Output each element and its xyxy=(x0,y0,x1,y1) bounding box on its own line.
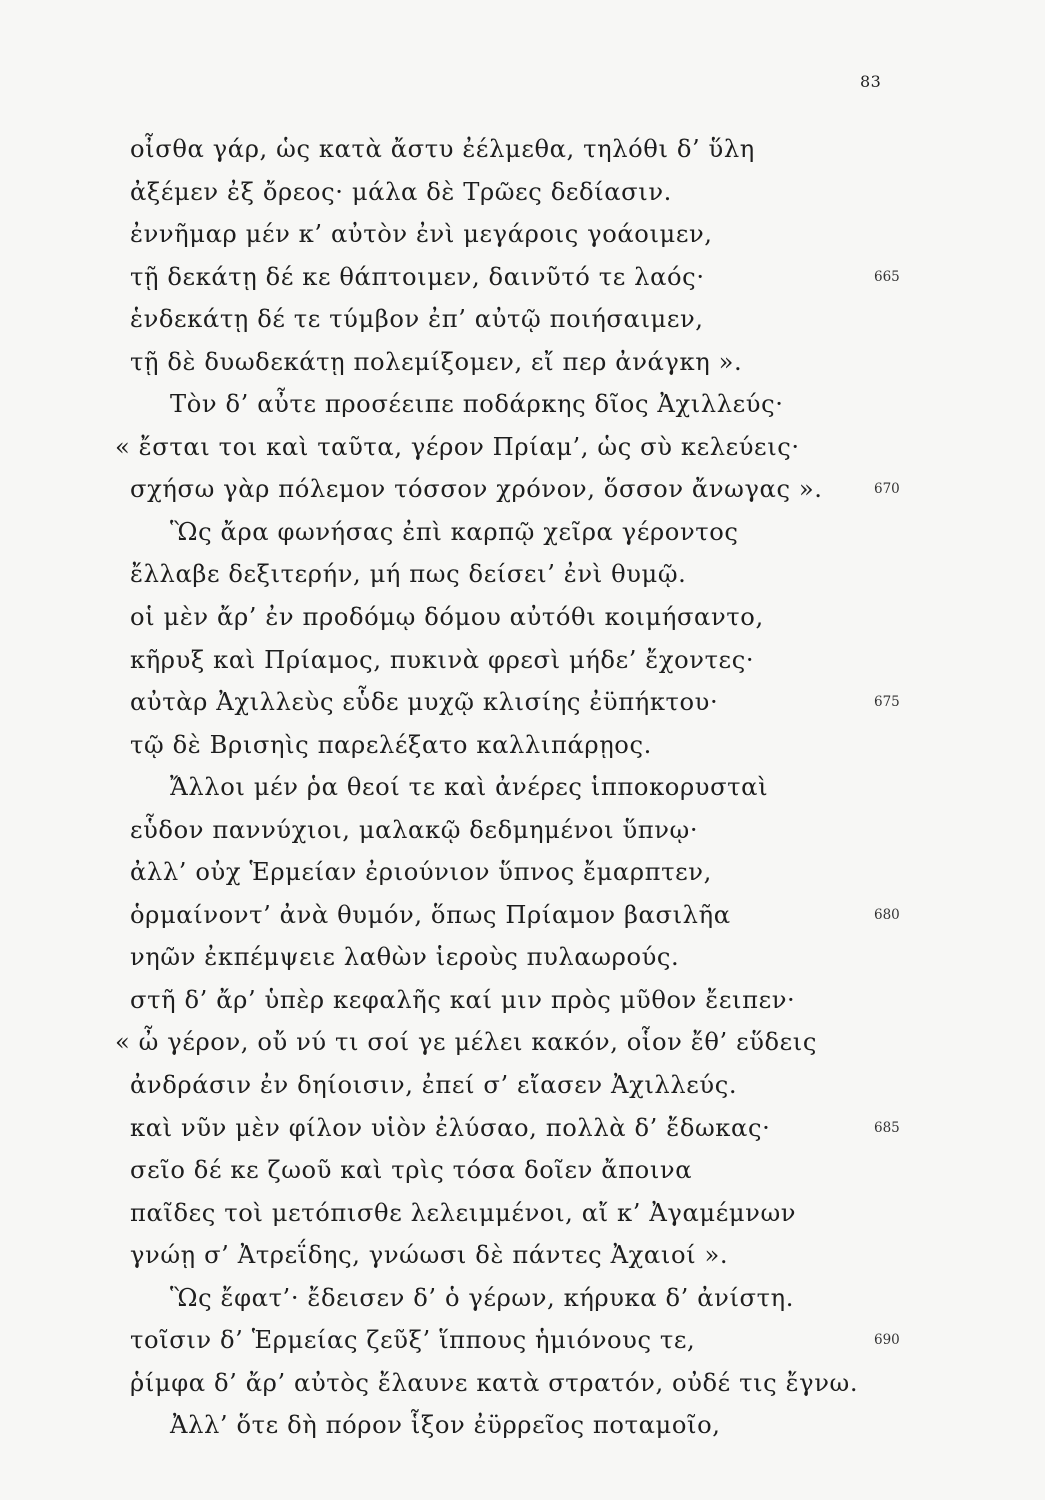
verse-line-text: τοῖσιν δ’ Ἑρμείας ζεῦξ’ ἵππους ἡμιόνους τε, xyxy=(130,1326,696,1355)
verse-line xyxy=(0,1404,1045,1447)
verse-line-text: Ἄλλοι μέν ῥα θεοί τε καὶ ἀνέρες ἱπποκορυσταὶ xyxy=(170,773,769,802)
verse-line-text: Ὣς ἔφατ’· ἔδεισεν δ’ ὁ γέρων, κήρυκα δ’ ἀνίστη. xyxy=(170,1283,795,1312)
line-number: 675 xyxy=(874,694,900,711)
verse-line-text: Ἀλλ’ ὅτε δὴ πόρον ἷξον ἐϋρρεῖος ποταμοῖο, xyxy=(170,1411,721,1440)
line-number: 680 xyxy=(874,906,900,923)
verse-line-text: καὶ νῦν μὲν φίλον υἱὸν ἐλύσαο, πολλὰ δ’ ἔδωκας· xyxy=(130,1113,771,1142)
verse-line xyxy=(0,1021,1045,1064)
verse-line xyxy=(0,1362,1045,1405)
verse-line xyxy=(0,426,1045,469)
verse-line-text: ἀνδράσιν ἐν δηίοισιν, ἐπεί σ’ εἴασεν Ἀχιλλεύς. xyxy=(130,1071,738,1100)
line-number: 690 xyxy=(874,1332,900,1349)
verse-line-text: ἀλλ’ οὐχ Ἑρμείαν ἐριούνιον ὕπνος ἔμαρπτεν, xyxy=(130,858,712,887)
verse-line-text: « ὦ γέρον, οὔ νύ τι σοί γε μέλει κακόν, οἷον ἔθ’ εὕδεις xyxy=(115,1028,818,1057)
verse-line xyxy=(0,171,1045,214)
verse-line-text: τῷ δὲ Βρισηὶς παρελέξατο καλλιπάρῃος. xyxy=(130,730,652,759)
verse-line xyxy=(0,468,1045,511)
verse-line xyxy=(0,1234,1045,1277)
verse-line-text: οἱ μὲν ἄρ’ ἐν προδόμῳ δόμου αὐτόθι κοιμήσαντο, xyxy=(130,603,764,632)
verse-line-text: τῇ δὲ δυωδεκάτῃ πολεμίξομεν, εἴ περ ἀνάγκη ». xyxy=(130,347,743,376)
line-number: 665 xyxy=(874,268,900,285)
verse-line-text: αὐτὰρ Ἀχιλλεὺς εὗδε μυχῷ κλισίης ἐϋπήκτου· xyxy=(130,688,719,717)
verse-line-text: σεῖο δέ κε ζωοῦ καὶ τρὶς τόσα δοῖεν ἄποινα xyxy=(130,1156,693,1185)
verse-line-text: « ἔσται τοι καὶ ταῦτα, γέρον Πρίαμ’, ὡς σὺ κελεύεις· xyxy=(115,432,800,461)
verse-line-text: παῖδες τοὶ μετόπισθε λελειμμένοι, αἴ κ’ Ἀγαμέμνων xyxy=(130,1198,797,1227)
verse-line xyxy=(0,1064,1045,1107)
verse-line-text: τῇ δεκάτῃ δέ κε θάπτοιμεν, δαινῦτό τε λαός· xyxy=(130,262,705,291)
verse-line-text: Ὣς ἄρα φωνήσας ἐπὶ καρπῷ χεῖρα γέροντος xyxy=(170,517,739,546)
verse-line xyxy=(0,851,1045,894)
verse-line-text: Τὸν δ’ αὖτε προσέειπε ποδάρκης δῖος Ἀχιλλεύς· xyxy=(170,390,784,419)
verse-line xyxy=(0,809,1045,852)
verse-line-text: κῆρυξ καὶ Πρίαμος, πυκινὰ φρεσὶ μήδε’ ἔχοντες· xyxy=(130,645,755,674)
page-number: 83 xyxy=(860,72,882,91)
verse-line-text: ὁρμαίνοντ’ ἀνὰ θυμόν, ὅπως Πρίαμον βασιλῆα xyxy=(130,900,731,929)
verse-line-text: εὗδον παννύχιοι, μαλακῷ δεδμημένοι ὕπνῳ· xyxy=(130,815,699,844)
verse-line xyxy=(0,1107,1045,1150)
verse-line xyxy=(0,256,1045,299)
verse-line xyxy=(0,596,1045,639)
verse-line xyxy=(0,1277,1045,1320)
verse-text xyxy=(0,128,1045,1447)
verse-line xyxy=(0,1319,1045,1362)
verse-line-text: ἀξέμεν ἐξ ὄρεος· μάλα δὲ Τρῶες δεδίασιν. xyxy=(130,177,672,206)
verse-line-text: γνώῃ σ’ Ἀτρεΐδης, γνώωσι δὲ πάντες Ἀχαιοί ». xyxy=(130,1241,729,1270)
verse-line xyxy=(0,1192,1045,1235)
verse-line-text: ἐννῆμαρ μέν κ’ αὐτὸν ἐνὶ μεγάροις γοάοιμεν, xyxy=(130,220,713,249)
verse-line-text: σχήσω γὰρ πόλεμον τόσσον χρόνον, ὅσσον ἄνωγας ». xyxy=(130,475,823,504)
verse-line-text: στῆ δ’ ἄρ’ ὑπὲρ κεφαλῆς καί μιν πρὸς μῦθον ἔειπεν· xyxy=(130,985,796,1014)
verse-line xyxy=(0,724,1045,767)
verse-line xyxy=(0,298,1045,341)
verse-line xyxy=(0,213,1045,256)
verse-line xyxy=(0,511,1045,554)
verse-line xyxy=(0,128,1045,171)
verse-line xyxy=(0,894,1045,937)
verse-line xyxy=(0,553,1045,596)
verse-line xyxy=(0,383,1045,426)
line-number: 670 xyxy=(874,481,900,498)
line-number: 685 xyxy=(874,1119,900,1136)
verse-line-text: οἶσθα γάρ, ὡς κατὰ ἄστυ ἐέλμεθα, τηλόθι δ’ ὕλη xyxy=(130,135,755,163)
verse-line xyxy=(0,639,1045,682)
verse-line xyxy=(0,681,1045,724)
verse-line xyxy=(0,936,1045,979)
verse-line xyxy=(0,341,1045,384)
verse-line xyxy=(0,766,1045,809)
verse-line-text: ῥίμφα δ’ ἄρ’ αὐτὸς ἔλαυνε κατὰ στρατόν, οὐδέ τις ἔγνω. xyxy=(130,1368,859,1397)
verse-line-text: ἔλλαβε δεξιτερήν, μή πως δείσει’ ἐνὶ θυμῷ. xyxy=(130,560,687,589)
verse-line-text: νηῶν ἐκπέμψειε λαθὼν ἱεροὺς πυλαωρούς. xyxy=(130,943,680,972)
verse-line-text: ἑνδεκάτῃ δέ τε τύμβον ἐπ’ αὐτῷ ποιήσαιμεν, xyxy=(130,305,704,334)
verse-line xyxy=(0,1149,1045,1192)
verse-line xyxy=(0,979,1045,1022)
